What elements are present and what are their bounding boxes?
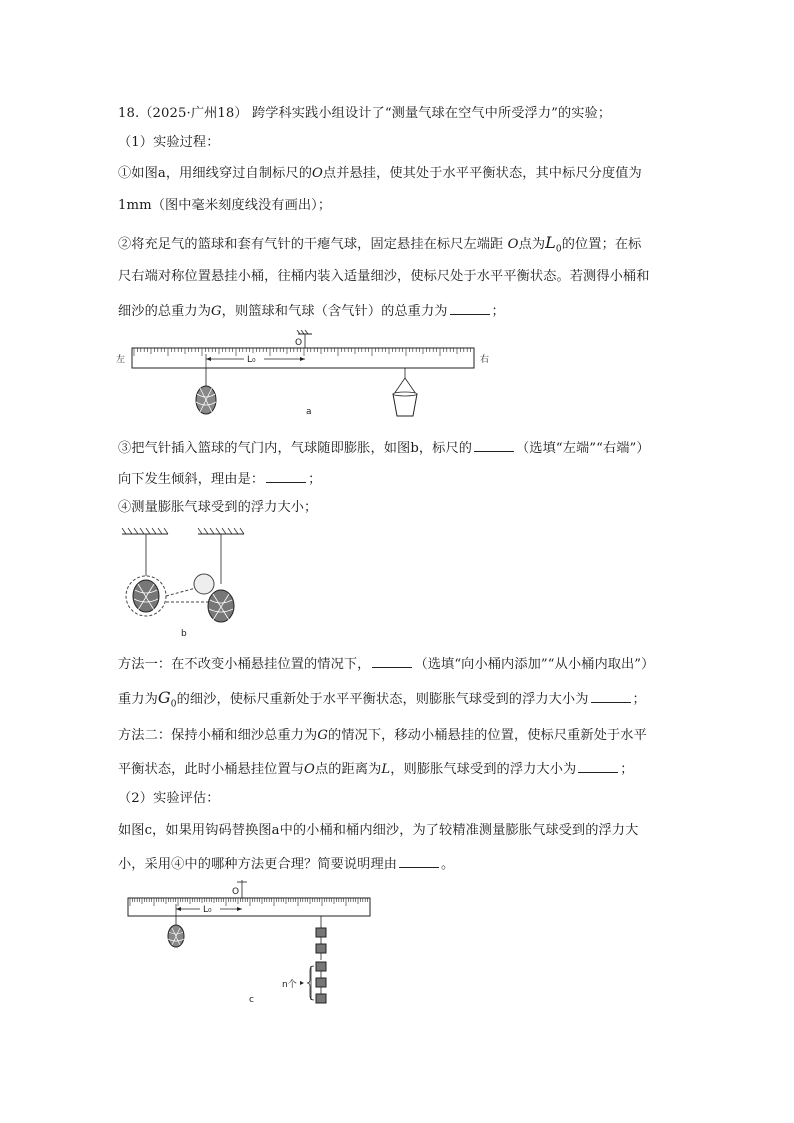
hook-weight	[316, 944, 326, 953]
fig-c-O-label: O	[232, 887, 240, 897]
fig-a-O-label: O	[295, 338, 303, 348]
figure-a	[112, 328, 496, 424]
method1-line2: 重力为$G_0$的细沙，使标尺重新处于水平平衡状态，则膨胀气球受到的浮力大小为 ；	[118, 688, 646, 710]
step2-line3: 细沙的总重力为G，则篮球和气球（含气针）的总重力为 ；	[118, 300, 505, 322]
step2-line1: ②将充足气的篮球和套有气针的干瘪气球，固定悬挂在标尺左端距 O点为$L_0$的位置；在标	[118, 233, 642, 255]
eval-line1: 如图c，如果用钩码替换图a中的小桶和桶内细沙，为了较精准测量膨胀气球受到的浮力大	[118, 823, 639, 838]
step3-line2: 向下发生倾斜，理由是： ；	[118, 468, 321, 490]
fig-b-caption: b	[181, 629, 187, 639]
fig-c-n-label: n个	[282, 980, 297, 990]
answer-blank[interactable]	[399, 853, 439, 868]
fig-a-L0-label: L₀	[247, 355, 256, 365]
part1-title: （1）实验过程：	[118, 135, 220, 150]
method1-line1: 方法一：在不改变小桶悬挂位置的情况下， （选填“向小桶内添加”“从小桶内取出”）	[118, 653, 654, 675]
step2-line2: 尺右端对称位置悬挂小桶，往桶内装入适量细沙，使标尺处于水平平衡状态。若测得小桶和	[118, 269, 650, 284]
step3-line1: ③把气针插入篮球的气门内，气球随即膨胀，如图b，标尺的 （选填“左端”“右端”）	[118, 437, 650, 459]
figure-b	[118, 526, 248, 642]
hook-weight	[316, 994, 326, 1003]
hook-weight	[316, 928, 326, 937]
step4-line: ④测量膨胀气球受到的浮力大小；	[118, 500, 318, 515]
answer-blank[interactable]	[372, 653, 412, 668]
fig-a-caption: a	[306, 407, 312, 417]
answer-blank[interactable]	[450, 300, 490, 315]
hook-weight	[316, 978, 326, 987]
method2-line1: 方法二：保持小桶和细沙总重力为G的情况下，移动小桶悬挂的位置，使标尺重新处于水平	[118, 728, 647, 743]
question-header: 18.（2025·广州18） 跨学科实践小组设计了“测量气球在空气中所受浮力”的实验；	[118, 106, 612, 121]
answer-blank[interactable]	[266, 468, 306, 483]
step1-line1: ①如图a，用细线穿过自制标尺的O点并悬挂，使其处于水平平衡状态，其中标尺分度值为	[118, 166, 642, 181]
method2-line2: 平衡状态，此时小桶悬挂位置与O点的距离为L，则膨胀气球受到的浮力大小为 ；	[118, 758, 634, 780]
step1-line2: 1mm（图中毫米刻度线没有画出）；	[118, 198, 332, 213]
fig-c-caption: c	[249, 995, 254, 1005]
hook-weights	[316, 928, 326, 1003]
part2-title: （2）实验评估：	[118, 791, 220, 806]
hook-weight	[316, 962, 326, 971]
answer-blank[interactable]	[578, 758, 618, 773]
fig-a-left-label: 左	[116, 355, 126, 365]
answer-blank[interactable]	[591, 688, 631, 703]
fig-c-L0-label: L₀	[203, 905, 212, 915]
answer-blank[interactable]	[474, 437, 514, 452]
fig-a-right-label: 右	[480, 355, 490, 365]
figure-c	[124, 878, 376, 1008]
eval-line2: 小，采用④中的哪种方法更合理？简要说明理由 。	[118, 853, 454, 875]
